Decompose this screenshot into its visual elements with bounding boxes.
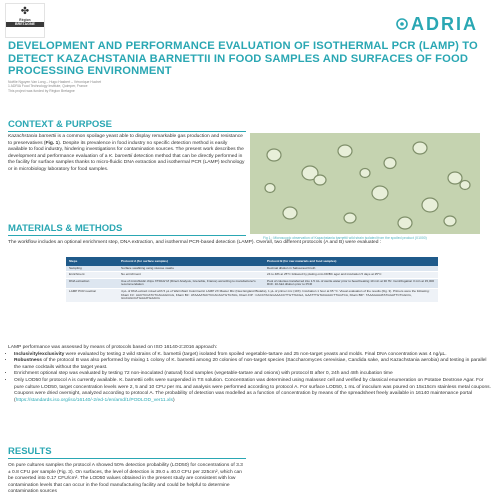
- context-text-3: detection method that can be directly performed in the facility for surface samples thanks to micro-fluidic DNA extraction and isothermal PCR (LAMP) technology or in microbiology laboratory for food samples.: [8, 153, 245, 172]
- region-logo-line2: BRETAGNE: [6, 22, 44, 27]
- bullet-text: Only LOD50 for protocol A is currently available. K. barnettii cells were suspended in TS solution. Concentration was determined using malassez cell and verified by classical enumeration on Potatoe Dextrose Agar. For pure culture LOD50, target concentration levels were 2, 5 and 10 CFU per mL and analysis were performed according to protocol A. For surface LOD50, 1 mL of inoculum was poured on 15x15cm stainless metal coupons. Coupons were dried overnight, analyzed according to protocol A. The probability of detection was modelled as a function of concentration by means of the spreadsheet freely available in 16140 maintenance portal (: [14, 377, 491, 403]
- affiliation-line: 1 ADRIA Food Technology Institute, Quimper, France: [8, 84, 88, 89]
- bullet-label: Robustness: [14, 358, 42, 364]
- list-item: [14, 378, 494, 404]
- results-heading: RESULTS: [8, 446, 52, 457]
- bullet-text: of the protocol B was also performed by mixing 1 colony of K. barnettii among 20 colonies of non-target species (Saccharomyces cerevisiae, Candida sake, and Kazachstania aerobia) and testing in parallel the same cocktails without the target yeast.: [14, 358, 487, 370]
- bullet-text: were evaluated by testing 2 wild strains of K. barnettii (target) isolated from spoiled vegetable-tartare and 25 non-target yeasts and molds. Final DNA concentration was 4 ng/µL.: [64, 351, 447, 357]
- region-logo-line1: Région: [19, 18, 31, 22]
- iso-spreadsheet-link[interactable]: https://standards.iso.org/iso/16140/-2/ed-1/en/amd/1/PODLOD_ver11.xls: [15, 397, 173, 403]
- adria-logo-icon: [396, 18, 408, 30]
- adria-logo-text: ADRIA: [411, 14, 478, 34]
- methods-heading: MATERIALS & METHODS: [8, 223, 123, 234]
- table-row: [66, 288, 438, 302]
- table-cell: Pool of colonies transferred into 1.5 mL of sterile water prior to bead beating 10 min at 30 Hz. Centrifugation 3 min at 15,000 RCF. 10-fold dilution prior to PCR: [264, 278, 438, 288]
- context-paragraph: [8, 134, 246, 174]
- performance-list: [8, 352, 494, 405]
- table-cell: Use of microfluidic chips XTRAGYZ (Direct Analysis, Grenoble, France) according to manufacturer's recommendation: [118, 278, 264, 288]
- link-close: ): [172, 397, 175, 403]
- context-divider: [8, 131, 246, 132]
- species-short: K. barnettii: [108, 153, 133, 159]
- table-header-protocol-b: Protocol B (for raw materials and food samples): [264, 257, 438, 266]
- table-cell: No enrichment: [118, 272, 264, 278]
- species-name: Kazachstania barnettii: [8, 134, 57, 139]
- table-cell: DNA extraction: [66, 278, 118, 288]
- methods-intro: The workflow includes an optional enrichment step, DNA extraction, and isothermal PCR-based detection (LAMP). Overall, two different protocols (A and B) were evaluated :: [8, 240, 382, 245]
- table-header-steps: Steps: [66, 257, 118, 266]
- authors-block: [8, 80, 101, 93]
- poster-title: DEVELOPMENT AND PERFORMANCE EVALUATION OF ISOTHERMAL PCR (LAMP) TO DETECT KAZACHSTANIA BARNETTII IN FOOD SAMPLES AND SURFACES OF FOOD PROCESSING ENVIRONMENT: [8, 40, 478, 78]
- table-cell: 4 µL of DNA extract mixed with 5 µL of WarmStart Colorimetric LAMP 2X Master Mix (New England Biolabs), 1 µL of primer mix (10X). Incubation 1 hour at 65 °C. Visual evaluation of the results (Fig. 3). Primers were the following: Kbarn F3 : AACTCCATCTCAGAGCGG, Kbarn B3 : ATAAAATACTCCACAGTGTGTAG, Kbarn FIP : CACCTACGGAAACCTTGTTACGA, GAATTTGTACAAACTTGGTCA, Kbarn BIP : TAAAGAAATATGGATTCTGGCG, GGCAGCGTGAAATGAACG: [118, 288, 438, 302]
- protocol-table: [66, 257, 438, 303]
- table-header-protocol-a: Protocol A (for surface samples): [118, 257, 264, 266]
- microscope-image: [250, 133, 480, 234]
- table-header-row: [66, 257, 438, 266]
- context-heading: CONTEXT & PURPOSE: [8, 119, 112, 130]
- lamp-performance-block: [8, 345, 494, 404]
- results-divider: [8, 458, 246, 459]
- lamp-intro: LAMP performance was assessed by means of protocols based on ISO 16140-2:2016 approach:: [8, 345, 218, 350]
- table-cell: Enrichment: [66, 272, 118, 278]
- yeast-cells-illustration: [250, 133, 480, 234]
- results-paragraph: On pure cultures samples the protocol A showed 50% detection probability (LOD50) for concentrations of 3.3 ± 0.8 CFU per sample (Fig. 3). On surfaces, the level of detection is 39.0 ± 40.0 CFU per 225cm², which can be converted into 0.17 CFU/cm². The LOD50 values obtained in the present study are consistent with low contamination levels that can occur in the food manufacturing facility and could be helpful to determine contamination sources: [8, 463, 243, 495]
- table-cell: Sampling: [66, 266, 118, 272]
- table-row: [66, 278, 438, 288]
- table-cell: 24 to 48h at 25°C followed by plating onto DRBC agar and incubation 5 days at 25°C: [264, 272, 438, 278]
- context-text-2: ). Despite its prevalence in food industry no specific detection method is easily available to food industry, hindering investigations for contamination sources. The present work describes the development and performance evaluation of a: [8, 140, 244, 159]
- fig-ref: Fig. 1: [45, 140, 59, 146]
- funding-line: This project was funded by Région Bretagne: [8, 88, 75, 93]
- figure-caption: Fig 1 : Microscopic observation of Kazachstania barnettii wild strain isolated from the spoiled product (X1000): [263, 236, 427, 240]
- methods-divider: [8, 235, 246, 236]
- authors-line: Noëlie Nguyen Van Long – Hugo Hasbert – Véronique Huchet: [8, 80, 102, 84]
- list-item: [14, 358, 494, 371]
- list-item: [14, 371, 494, 378]
- adria-logo: [396, 15, 478, 33]
- bullet-text: Enrichment optional step was evaluated by testing 72 non-inoculated (natural) food samples (vegetable-tartare and onions) with protocol B after 0, 24h and 48h incubation time: [14, 371, 393, 377]
- hermine-icon: ✤: [20, 6, 30, 17]
- context-text-1: is a common spoilage yeast able to display remarkable gas production and resistance to preservatives (: [8, 134, 243, 146]
- table-cell: LAMP PCR reaction: [66, 288, 118, 302]
- bullet-label: Inclusivity/exclusivity: [14, 351, 65, 357]
- table-cell: Surface swabbing using viscose swabs: [118, 266, 264, 272]
- table-cell: Decimal dilution in Sabouraud broth: [264, 266, 438, 272]
- region-bretagne-logo: [5, 3, 45, 38]
